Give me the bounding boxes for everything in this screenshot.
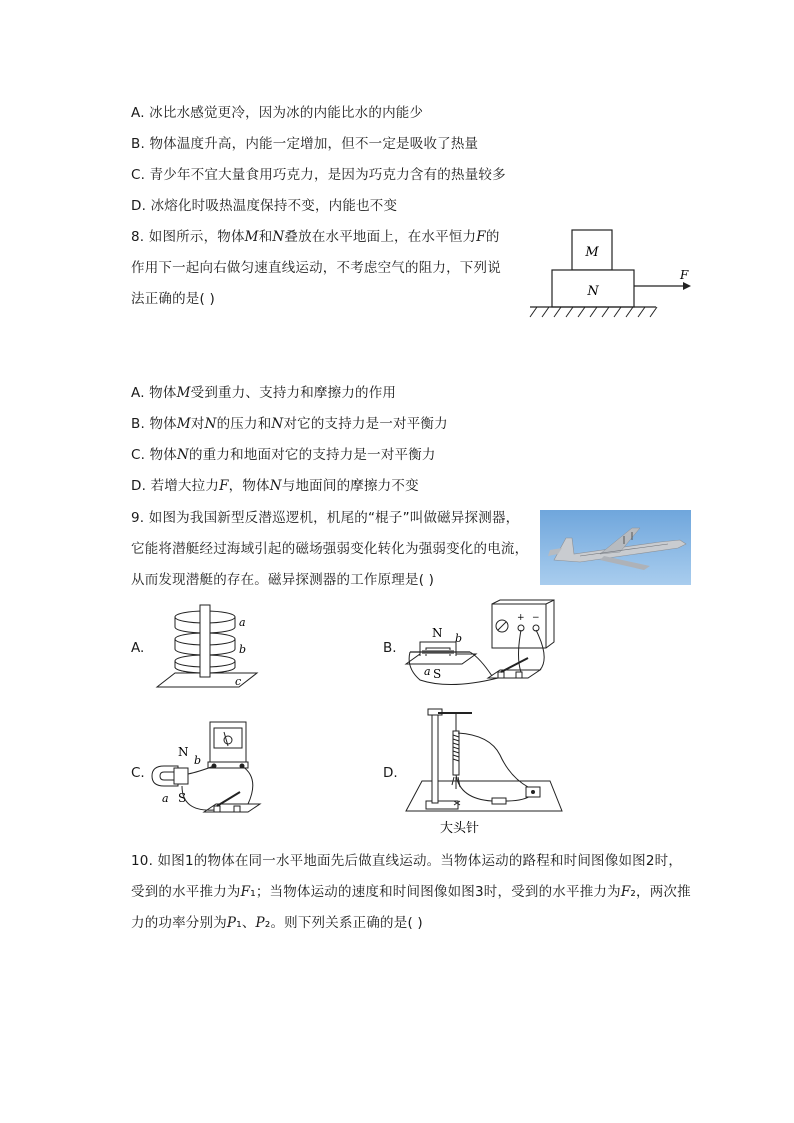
svg-text:b: b	[194, 754, 202, 767]
q10-stem-line2: 受到的水平推力为F₁；当物体运动的速度和时间图像如图3时，受到的水平推力为F₂，两次推	[131, 884, 691, 900]
q9-option-d-figure	[400, 705, 565, 840]
q7-option-a: A. 冰比水感觉更冷，因为冰的内能比水的内能少	[131, 105, 424, 121]
svg-text:c: c	[235, 675, 242, 688]
svg-text:S: S	[433, 667, 442, 681]
q8-stem-line2: 作用下一起向右做匀速直线运动，不考虑空气的阻力，下列说	[131, 260, 501, 276]
q9-option-a-letter: A.	[131, 640, 145, 656]
patrol-aircraft-photo	[540, 510, 691, 585]
q7-option-c: C. 青少年不宜大量食用巧克力，是因为巧克力含有的热量较多	[131, 167, 506, 183]
q9-stem-line3: 从而发现潜艇的存在。磁异探测器的工作原理是( )	[131, 572, 435, 588]
svg-text:N: N	[432, 626, 443, 640]
svg-text:S: S	[178, 791, 187, 805]
q7-option-b: B. 物体温度升高，内能一定增加，但不一定是吸收了热量	[131, 136, 479, 152]
svg-text:a: a	[424, 665, 431, 678]
q9-stem-line2: 它能将潜艇经过海域引起的磁场强弱变化转化为强弱变化的电流，	[131, 541, 529, 557]
block-m-label: M	[585, 245, 599, 260]
svg-text:b: b	[239, 643, 247, 656]
q8-stem-line3: 法正确的是( )	[131, 291, 215, 307]
q9-option-c-figure	[148, 718, 263, 828]
force-arrowhead	[683, 282, 691, 290]
q10-stem-line1: 10. 如图1的物体在同一水平地面先后做直线运动。当物体运动的路程和时间图像如图2时，	[131, 853, 683, 869]
q8-option-c: C. 物体N的重力和地面对它的支持力是一对平衡力	[131, 447, 436, 463]
q8-blocks-figure	[525, 225, 705, 320]
svg-text:a: a	[162, 792, 169, 805]
q9-option-c-letter: C.	[131, 765, 145, 781]
q9-option-a-figure	[155, 603, 260, 691]
svg-text:a: a	[239, 616, 246, 629]
q9-option-b-figure	[400, 598, 555, 693]
svg-text:−: −	[532, 613, 540, 623]
q8-stem-line1: 8. 如图所示，物体M和N叠放在水平地面上，在水平恒力F的	[131, 229, 500, 245]
block-n-label: N	[587, 284, 599, 299]
q7-option-d: D. 冰熔化时吸热温度保持不变，内能也不变	[131, 198, 398, 214]
q8-option-b: B. 物体M对N的压力和N对它的支持力是一对平衡力	[131, 416, 448, 432]
q9-option-d-letter: D.	[383, 765, 398, 781]
q8-option-a: A. 物体M受到重力、支持力和摩擦力的作用	[131, 385, 397, 401]
svg-text:N: N	[178, 745, 189, 759]
q10-stem-line3: 力的功率分别为P₁、P₂。则下列关系正确的是( )	[131, 915, 423, 931]
q8-option-d: D. 若增大拉力F，物体N与地面间的摩擦力不变	[131, 478, 419, 494]
svg-text:b: b	[455, 632, 463, 645]
svg-text:+: +	[517, 613, 525, 623]
ground-hatching	[530, 307, 657, 317]
pin-caption: 大头针	[440, 821, 480, 836]
force-label: F	[680, 268, 689, 282]
q9-option-b-letter: B.	[383, 640, 397, 656]
q9-stem-line1: 9. 如图为我国新型反潜巡逻机，机尾的“棍子”叫做磁异探测器，	[131, 510, 520, 526]
